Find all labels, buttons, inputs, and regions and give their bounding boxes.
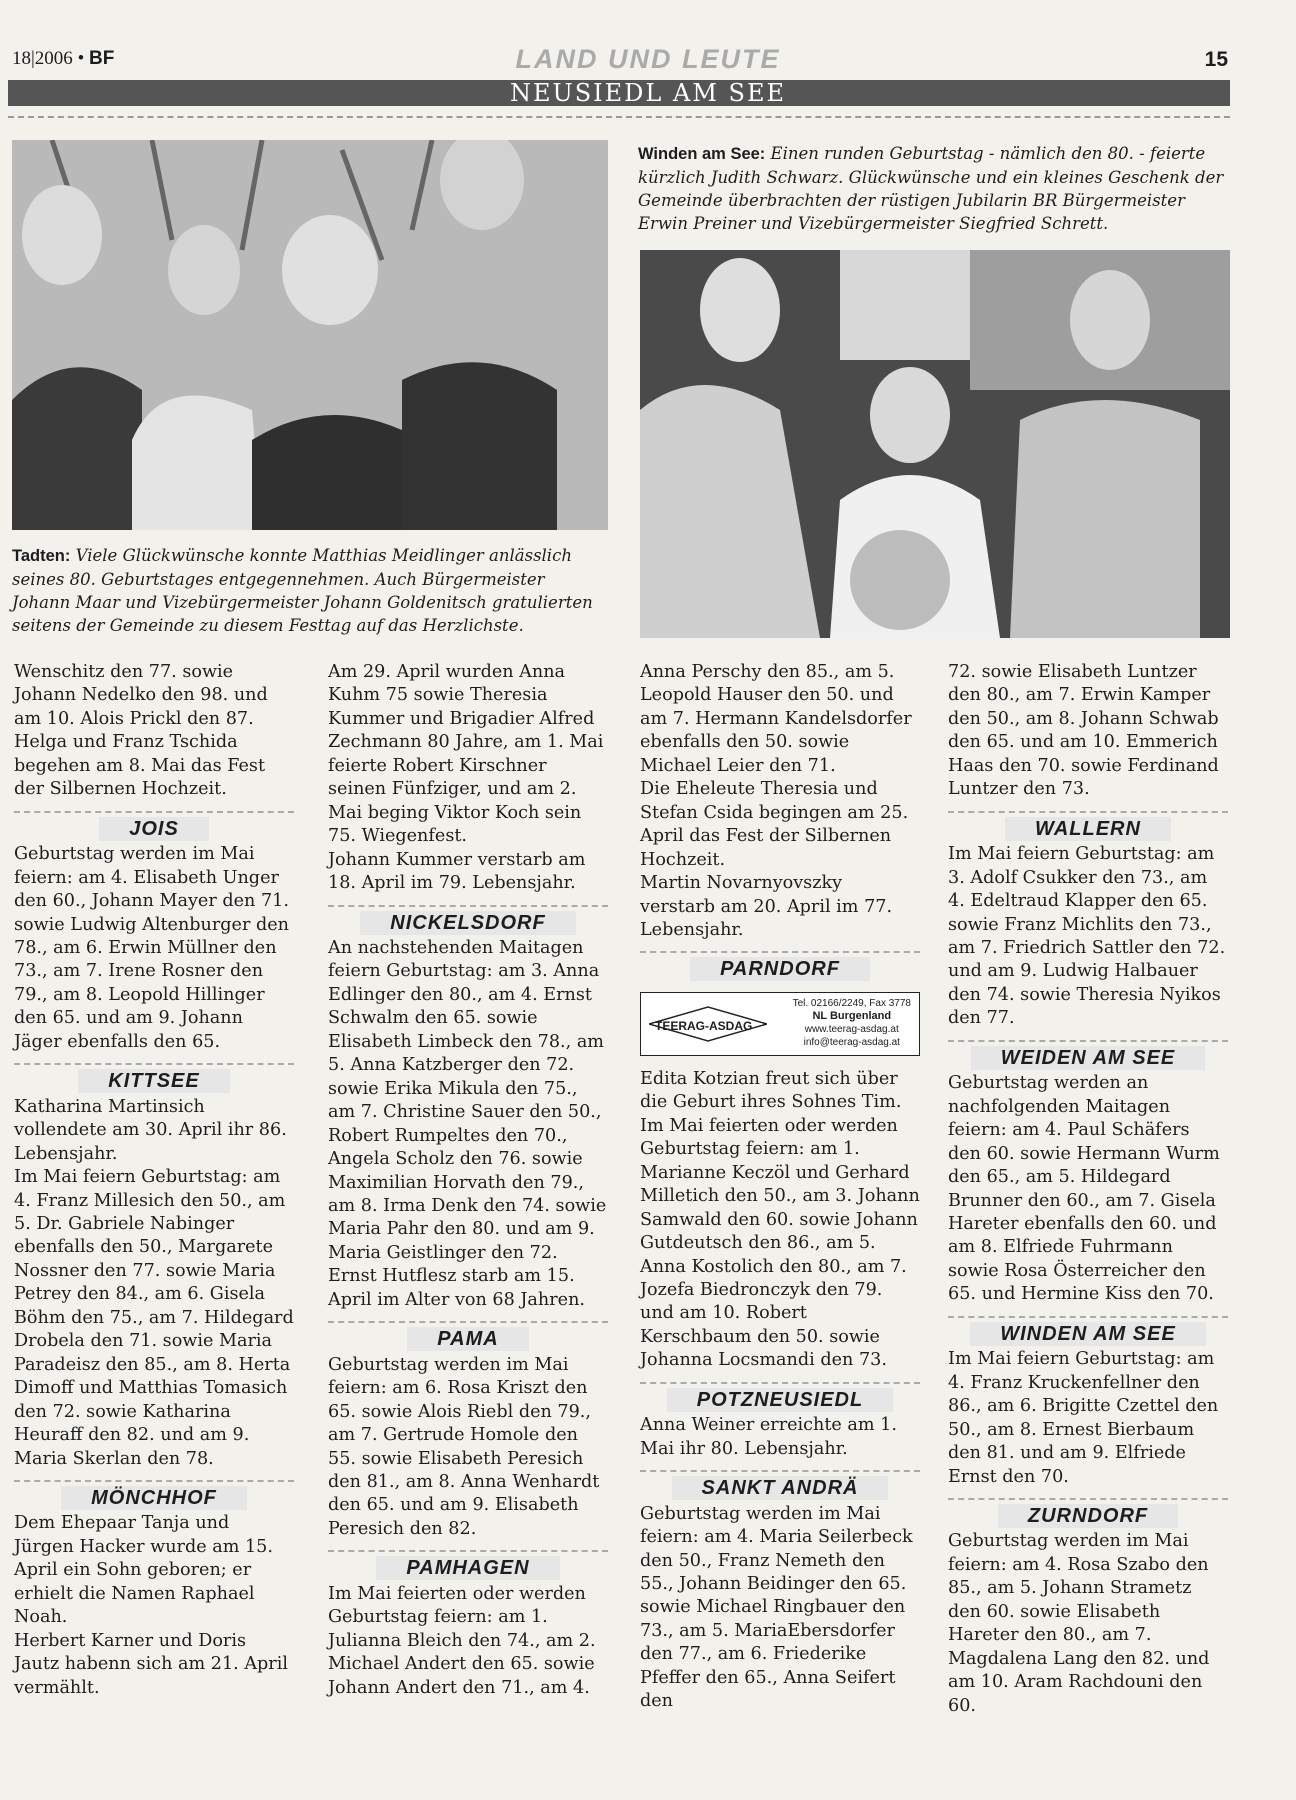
ad-website-link[interactable]: www.teerag-asdag.at <box>804 1023 899 1035</box>
section-title: LAND UND LEUTE <box>515 44 781 74</box>
section-heading-nickelsdorf: NICKELSDORF <box>328 905 608 935</box>
column-2 <box>328 661 608 1700</box>
issue-number: 18|2006 <box>12 48 73 69</box>
col1-paragraph: Geburtstag werden im Mai feiern: am 4. Elisabeth Unger den 60., Johann Mayer den 71. sowie Ludwig Altenburger den 78., am 6. Erwin Müllner den 73., am 7. Irene Rosner den 79., am 8. Leopold Hillinger den 65. und am 9. Johann Jäger ebenfalls den 65. <box>14 844 289 1052</box>
caption-winden-place: Winden am See: <box>638 145 766 163</box>
col3-paragraph: Anna Weiner erreichte am 1. Mai ihr 80. Lebensjahr. <box>640 1415 897 1459</box>
col2-paragraph: Am 29. April wurden Anna Kuhm 75 sowie Theresia Kummer und Brigadier Alfred Zechmann 80 Jahre, am 1. Mai feierte Robert Kirschner seinen Fünfziger, und am 2. Mai beging Viktor Koch sein 75. Wiegenfest. <box>328 662 604 847</box>
paper-name: BF <box>88 48 115 69</box>
section-heading-jois: JOIS <box>14 811 294 841</box>
column-4 <box>948 661 1228 1718</box>
header-divider <box>8 116 1230 118</box>
section-heading-kittsee: KITTSEE <box>14 1063 294 1093</box>
col4-paragraph: Geburtstag werden an nachfolgenden Maitagen feiern: am 4. Paul Schäfers den 60. sowie Hermann Wurm den 65., am 5. Hildegard Brunner den 60., am 7. Gisela Hareter ebenfalls den 60. und am 8. Elfriede Fuhrmann sowie Rosa Österreicher den 65. und Hermine Kiss den 70. <box>948 1073 1220 1305</box>
caption-tadten <box>12 544 608 637</box>
col2-paragraph: Geburtstag werden im Mai feiern: am 6. Rosa Kriszt den 65. sowie Alois Riebl den 79., am 7. Gertrude Homole den 55. sowie Elisabeth Peresich den 81., am 8. Anna Wenhardt den 65. und am 9. Elisabeth Peresich den 82. <box>328 1354 600 1539</box>
col2-paragraph: Johann Kummer verstarb am 18. April im 79. Lebensjahr. <box>328 849 586 894</box>
column-1 <box>14 661 294 1700</box>
col4-paragraph: Im Mai feiern Geburtstag: am 4. Franz Kruckenfellner den 86., am 6. Brigitte Czettel den 50., am 8. Ernest Bierbaum den 81. und am 9. Elfriede Ernst den 70. <box>948 1349 1219 1487</box>
ad-branch: NL Burgenland <box>812 1009 892 1022</box>
ad-phone: Tel. 02166/2249, Fax 3778 <box>792 997 911 1009</box>
section-heading-winden-am-see: WINDEN AM SEE <box>948 1316 1228 1346</box>
section-heading-weiden-am-see: WEIDEN AM SEE <box>948 1040 1228 1070</box>
col1-paragraph: Wenschitz den 77. sowie Johann Nedelko den 98. und am 10. Alois Prickl den 87. <box>14 662 268 729</box>
col1-paragraph: Im Mai feiern Geburtstag: am 4. Franz Millesich den 50., am 5. Dr. Gabriele Nabinger ebenfalls den 50., Margarete Nossner den 77. sowie Maria Petrey den 84., am 6. Gisela Böhm den 75., am 7. Hildegard Drobela den 71. sowie Maria Paradeisz den 85., am 8. Herta Dimoff und Matthias Tomasich den 72. sowie Katharina Heuraff den 82. und am 9. Maria Skerlan den 78. <box>14 1167 294 1469</box>
col3-paragraph: Edita Kotzian freut sich über die Geburt ihres Sohnes Tim. <box>640 1068 902 1113</box>
col1-paragraph: Dem Ehepaar Tanja und Jürgen Hacker wurde am 15. April ein Sohn geboren; er erhielt die Namen Raphael Noah. <box>14 1513 273 1628</box>
header-bullet: • <box>77 48 85 69</box>
col3-paragraph: Martin Novarnyovszky verstarb am 20. April im 77. Lebensjahr. <box>640 873 893 940</box>
section-heading-sankt-andrae: SANKT ANDRÄ <box>640 1470 920 1500</box>
col3-paragraph: Geburtstag werden im Mai feiern: am 4. Maria Seilerbeck den 50., Franz Nemeth den 55., Johann Beidinger den 65. sowie Michael Ringbauer den 73., am 5. MariaEbersdorfer den 77., am 6. Friederike Pfeffer den 65., Anna Seifert den <box>640 1503 913 1712</box>
photo-tadten-figures <box>12 140 608 530</box>
caption-tadten-text: Viele Glückwünsche konnte Matthias Meidlinger anlässlich seines 80. Geburtstages entgegennehmen. Auch Bürgermeister Johann Maar und Vizebürgermeister Johann Goldenitsch gratulierten seitens der Gemeinde zu diesem Festtag auf das Herzlichste. <box>12 546 593 635</box>
ad-logo-text: TEERAG-ASDAG <box>655 1018 753 1033</box>
caption-winden-text: Einen runden Geburtstag - nämlich den 80. - feierte kürzlich Judith Schwarz. Glückwünsche und ein kleines Geschenk der Gemeinde überbrachten der rüstigen Jubilarin BR Bürgermeister Erwin Preiner und Vizebürgermeister Siegfried Schrett. <box>638 144 1224 233</box>
photo-winden <box>640 250 1230 638</box>
advertisement-teerag-asdag[interactable] <box>640 992 920 1056</box>
photo-tadten <box>12 140 608 530</box>
col1-paragraph: Herbert Karner und Doris Jautz habenn sich am 21. April vermählt. <box>14 1630 288 1698</box>
col3-paragraph: Die Eheleute Theresia und Stefan Csida begingen am 25. April das Fest der Silbernen Hochzeit. <box>640 779 909 870</box>
section-heading-wallern: WALLERN <box>948 811 1228 841</box>
col2-paragraph: Im Mai feierten oder werden Geburtstag feiern: am 1. Julianna Bleich den 74., am 2. Michael Andert den 65. sowie Johann Andert den 71., am 4. <box>328 1583 596 1698</box>
ad-contact-info <box>793 997 911 1049</box>
col4-paragraph: 72. sowie Elisabeth Luntzer den 80., am 7. Erwin Kamper den 50., am 8. Johann Schwab den 65. und am 10. Emmerich Haas den 70. sowie Ferdinand Luntzer den 73. <box>948 662 1219 800</box>
section-heading-potzneusiedl: POTZNEUSIEDL <box>640 1382 920 1412</box>
photo-winden-figures <box>640 250 1230 638</box>
caption-tadten-place: Tadten: <box>12 547 71 565</box>
ad-email-link[interactable]: info@teerag-asdag.at <box>803 1036 900 1048</box>
col2-paragraph: An nachstehenden Maitagen feiern Geburtstag: am 3. Anna Edlinger den 80., am 4. Ernst Schwalm den 65. sowie Elisabeth Limbeck den 78., am 5. Anna Katzberger den 72. sowie Erika Mikula den 75., am 7. Christine Sauer den 50., Robert Rumpeltes den 70., Angela Scholz den 76. sowie Maximilian Horvath den 79., am 8. Irma Denk den 74. sowie Maria Pahr den 80. und am 9. Maria Geistlinger den 72. <box>328 937 607 1263</box>
col1-paragraph: Katharina Martinsich vollendete am 30. April ihr 86. Lebensjahr. <box>14 1096 287 1164</box>
region-title: NEUSIEDL AM SEE <box>509 79 786 107</box>
section-heading-zurndorf: ZURNDORF <box>948 1498 1228 1528</box>
section-heading-moenchhof: MÖNCHHOF <box>14 1480 294 1510</box>
page-number: 15 <box>1204 48 1228 71</box>
col3-paragraph: Anna Perschy den 85., am 5. Leopold Hauser den 50. und am 7. Hermann Kandelsdorfer ebenfalls den 50. sowie Michael Leier den 71. <box>640 662 912 776</box>
section-heading-pamhagen: PAMHAGEN <box>328 1550 608 1580</box>
section-heading-pama: PAMA <box>328 1321 608 1351</box>
caption-winden <box>638 142 1230 235</box>
col4-paragraph: Im Mai feiern Geburtstag: am 3. Adolf Csukker den 73., am 4. Edeltraud Klapper den 65. sowie Franz Michlits den 73., am 7. Friedrich Sattler den 72. und am 9. Ludwig Halbauer den 74. sowie Theresia Nyikos den 77. <box>948 844 1226 1029</box>
col2-paragraph: Ernst Hutflesz starb am 15. April im Alter von 68 Jahren. <box>328 1266 585 1310</box>
col3-paragraph: Im Mai feierten oder werden Geburtstag feiern: am 1. Marianne Keczöl und Gerhard Milletich den 50., am 3. Johann Samwald den 60. sowie Johann Gutdeutsch den 86., am 5. Anna Kostolich den 80., am 7. Jozefa Biedronczyk den 79. und am 10. Robert Kerschbaum den 50. sowie Johanna Locsmandi den 73. <box>640 1115 920 1371</box>
column-3 <box>640 661 920 1714</box>
section-heading-parndorf: PARNDORF <box>640 951 920 981</box>
col1-paragraph: Helga und Franz Tschida begehen am 8. Mai das Fest der Silbernen Hochzeit. <box>14 732 266 800</box>
col4-paragraph: Geburtstag werden im Mai feiern: am 4. Rosa Szabo den 85., am 5. Johann Strametz den 60. sowie Elisabeth Hareter den 80., am 7. Magdalena Lang den 82. und am 10. Aram Rachdouni den 60. <box>948 1531 1210 1716</box>
